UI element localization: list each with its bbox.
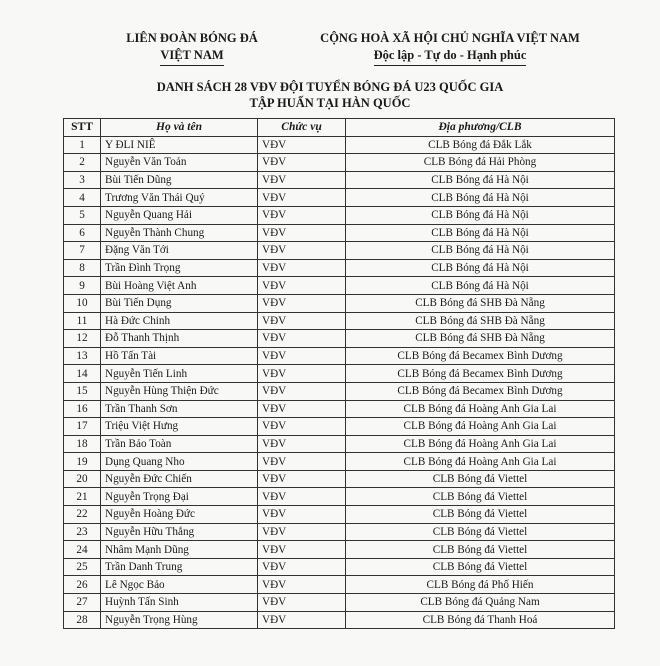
cell-club: CLB Bóng đá Hoàng Anh Gia Lai — [346, 400, 615, 418]
cell-name: Bùi Tiến Dũng — [101, 171, 258, 189]
cell-role: VĐV — [258, 136, 346, 154]
table-row — [64, 470, 615, 488]
cell-club: CLB Bóng đá Phố Hiến — [346, 576, 615, 594]
table-row — [64, 171, 615, 189]
cell-name: Trần Thanh Sơn — [101, 400, 258, 418]
cell-role: VĐV — [258, 312, 346, 330]
cell-name: Đỗ Thanh Thịnh — [101, 330, 258, 348]
table-row — [64, 136, 615, 154]
cell-name: Nhâm Mạnh Dũng — [101, 541, 258, 559]
cell-stt: 20 — [64, 470, 101, 488]
cell-club: CLB Bóng đá Hà Nội — [346, 224, 615, 242]
cell-club: CLB Bóng đá Thanh Hoá — [346, 611, 615, 629]
cell-stt: 22 — [64, 506, 101, 524]
cell-club: CLB Bóng đá Đắk Lắk — [346, 136, 615, 154]
cell-name: Dụng Quang Nho — [101, 453, 258, 471]
cell-role: VĐV — [258, 171, 346, 189]
cell-name: Huỳnh Tấn Sinh — [101, 594, 258, 612]
cell-name: Bùi Tiến Dụng — [101, 294, 258, 312]
table-body — [64, 136, 615, 629]
cell-role: VĐV — [258, 365, 346, 383]
federation-name-line2: VIỆT NAM — [160, 47, 223, 66]
player-list-table — [63, 118, 615, 629]
cell-name: Nguyễn Tiến Linh — [101, 365, 258, 383]
cell-name: Nguyễn Quang Hải — [101, 206, 258, 224]
table-row — [64, 312, 615, 330]
column-header-club: Địa phương/CLB — [346, 119, 615, 137]
cell-club: CLB Bóng đá SHB Đà Nẵng — [346, 294, 615, 312]
table-row — [64, 611, 615, 629]
table-row — [64, 347, 615, 365]
cell-stt: 24 — [64, 541, 101, 559]
table-row — [64, 224, 615, 242]
cell-club: CLB Bóng đá Hoàng Anh Gia Lai — [346, 418, 615, 436]
republic-name: CỘNG HOÀ XÃ HỘI CHỦ NGHĨA VIỆT NAM — [320, 31, 580, 45]
cell-name: Trần Danh Trung — [101, 558, 258, 576]
cell-club: CLB Bóng đá Hà Nội — [346, 242, 615, 260]
cell-role: VĐV — [258, 611, 346, 629]
cell-stt: 26 — [64, 576, 101, 594]
cell-role: VĐV — [258, 576, 346, 594]
cell-role: VĐV — [258, 277, 346, 295]
column-header-name: Họ và tên — [101, 119, 258, 137]
table-row — [64, 488, 615, 506]
cell-role: VĐV — [258, 330, 346, 348]
cell-stt: 1 — [64, 136, 101, 154]
cell-club: CLB Bóng đá Becamex Bình Dương — [346, 347, 615, 365]
cell-stt: 17 — [64, 418, 101, 436]
cell-name: Nguyễn Hoàng Đức — [101, 506, 258, 524]
table-row — [64, 259, 615, 277]
table-row — [64, 558, 615, 576]
cell-role: VĐV — [258, 206, 346, 224]
cell-name: Nguyễn Trọng Đại — [101, 488, 258, 506]
cell-stt: 5 — [64, 206, 101, 224]
cell-name: Đặng Văn Tới — [101, 242, 258, 260]
cell-stt: 13 — [64, 347, 101, 365]
column-header-role: Chức vụ — [258, 119, 346, 137]
cell-club: CLB Bóng đá Hà Nội — [346, 171, 615, 189]
cell-stt: 8 — [64, 259, 101, 277]
title-line1: DANH SÁCH 28 VĐV ĐỘI TUYỂN BÓNG ĐÁ U23 QUỐC GIA — [156, 80, 504, 94]
table-row — [64, 206, 615, 224]
table-row — [64, 400, 615, 418]
cell-role: VĐV — [258, 453, 346, 471]
cell-name: Nguyễn Hữu Thắng — [101, 523, 258, 541]
cell-club: CLB Bóng đá SHB Đà Nẵng — [346, 312, 615, 330]
table-row — [64, 506, 615, 524]
cell-stt: 27 — [64, 594, 101, 612]
table-row — [64, 576, 615, 594]
cell-club: CLB Bóng đá Hoàng Anh Gia Lai — [346, 453, 615, 471]
cell-stt: 16 — [64, 400, 101, 418]
federation-name-line1: LIÊN ĐOÀN BÓNG ĐÁ — [126, 31, 258, 45]
cell-club: CLB Bóng đá Viettel — [346, 506, 615, 524]
cell-club: CLB Bóng đá SHB Đà Nẵng — [346, 330, 615, 348]
table-row — [64, 453, 615, 471]
cell-name: Y ĐLI NIÊ — [101, 136, 258, 154]
cell-role: VĐV — [258, 506, 346, 524]
cell-club: CLB Bóng đá Viettel — [346, 523, 615, 541]
cell-stt: 7 — [64, 242, 101, 260]
table-row — [64, 435, 615, 453]
table-row — [64, 294, 615, 312]
cell-role: VĐV — [258, 470, 346, 488]
cell-role: VĐV — [258, 418, 346, 436]
cell-stt: 28 — [64, 611, 101, 629]
table-row — [64, 594, 615, 612]
cell-role: VĐV — [258, 523, 346, 541]
motto: Độc lập - Tự do - Hạnh phúc — [374, 47, 527, 66]
cell-role: VĐV — [258, 189, 346, 207]
cell-role: VĐV — [258, 294, 346, 312]
document-title — [60, 79, 600, 111]
cell-name: Trần Bảo Toàn — [101, 435, 258, 453]
cell-club: CLB Bóng đá Hà Nội — [346, 189, 615, 207]
cell-stt: 11 — [64, 312, 101, 330]
cell-stt: 23 — [64, 523, 101, 541]
cell-name: Nguyễn Hùng Thiện Đức — [101, 382, 258, 400]
cell-club: CLB Bóng đá Viettel — [346, 541, 615, 559]
cell-name: Trương Văn Thái Quý — [101, 189, 258, 207]
table-row — [64, 189, 615, 207]
cell-stt: 14 — [64, 365, 101, 383]
table-row — [64, 242, 615, 260]
table-row — [64, 154, 615, 172]
cell-role: VĐV — [258, 435, 346, 453]
cell-role: VĐV — [258, 154, 346, 172]
cell-club: CLB Bóng đá Viettel — [346, 470, 615, 488]
cell-name: Hồ Tấn Tài — [101, 347, 258, 365]
cell-club: CLB Bóng đá Becamex Bình Dương — [346, 365, 615, 383]
table-row — [64, 365, 615, 383]
cell-name: Nguyễn Văn Toản — [101, 154, 258, 172]
cell-stt: 9 — [64, 277, 101, 295]
federation-header — [92, 30, 292, 66]
cell-stt: 18 — [64, 435, 101, 453]
cell-club: CLB Bóng đá Quảng Nam — [346, 594, 615, 612]
cell-club: CLB Bóng đá Viettel — [346, 488, 615, 506]
cell-name: Trần Đình Trọng — [101, 259, 258, 277]
cell-club: CLB Bóng đá Hoàng Anh Gia Lai — [346, 435, 615, 453]
cell-club: CLB Bóng đá Hà Nội — [346, 259, 615, 277]
cell-club: CLB Bóng đá Hà Nội — [346, 206, 615, 224]
cell-role: VĐV — [258, 558, 346, 576]
cell-name: Nguyễn Thành Chung — [101, 224, 258, 242]
cell-name: Hà Đức Chinh — [101, 312, 258, 330]
cell-name: Nguyễn Trọng Hùng — [101, 611, 258, 629]
cell-stt: 2 — [64, 154, 101, 172]
cell-name: Triệu Việt Hưng — [101, 418, 258, 436]
cell-name: Bùi Hoàng Việt Anh — [101, 277, 258, 295]
national-motto-header — [300, 30, 600, 66]
cell-role: VĐV — [258, 347, 346, 365]
table-header-row — [64, 119, 615, 137]
table-row — [64, 418, 615, 436]
column-header-stt: STT — [64, 119, 101, 137]
cell-stt: 10 — [64, 294, 101, 312]
cell-stt: 19 — [64, 453, 101, 471]
cell-role: VĐV — [258, 242, 346, 260]
cell-stt: 6 — [64, 224, 101, 242]
title-line2: TẬP HUẤN TẠI HÀN QUỐC — [249, 96, 411, 110]
table-row — [64, 541, 615, 559]
cell-role: VĐV — [258, 541, 346, 559]
cell-stt: 25 — [64, 558, 101, 576]
cell-club: CLB Bóng đá Viettel — [346, 558, 615, 576]
table-row — [64, 382, 615, 400]
cell-role: VĐV — [258, 400, 346, 418]
cell-role: VĐV — [258, 259, 346, 277]
cell-club: CLB Bóng đá Becamex Bình Dương — [346, 382, 615, 400]
table-row — [64, 277, 615, 295]
cell-role: VĐV — [258, 488, 346, 506]
cell-stt: 3 — [64, 171, 101, 189]
cell-stt: 15 — [64, 382, 101, 400]
cell-stt: 21 — [64, 488, 101, 506]
cell-club: CLB Bóng đá Hà Nội — [346, 277, 615, 295]
table-row — [64, 523, 615, 541]
table-row — [64, 330, 615, 348]
cell-name: Nguyễn Đức Chiến — [101, 470, 258, 488]
cell-stt: 12 — [64, 330, 101, 348]
cell-name: Lê Ngọc Bảo — [101, 576, 258, 594]
cell-role: VĐV — [258, 382, 346, 400]
cell-role: VĐV — [258, 224, 346, 242]
cell-club: CLB Bóng đá Hải Phòng — [346, 154, 615, 172]
cell-stt: 4 — [64, 189, 101, 207]
cell-role: VĐV — [258, 594, 346, 612]
